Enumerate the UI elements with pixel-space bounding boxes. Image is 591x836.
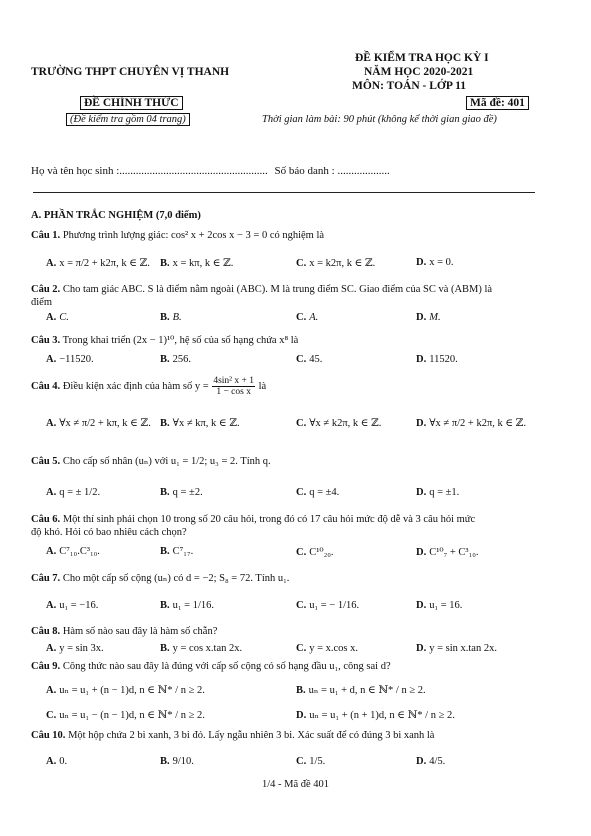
exam-code: Mã đề: 401	[466, 96, 529, 110]
q8-option-b: B. y = cos x.tan 2x.	[160, 643, 243, 654]
q4-option-b: B. ∀x ≠ kπ, k ∈ ℤ.	[160, 418, 240, 429]
official-stamp: ĐỀ CHÍNH THỨC	[80, 96, 183, 110]
student-id-field: Số báo danh : ...................	[274, 165, 390, 177]
q4-option-c: C. ∀x ≠ k2π, k ∈ ℤ.	[296, 418, 382, 429]
student-name-field: Họ và tên học sinh :......................................................	[31, 165, 268, 177]
question-6-line2: độ khó. Hỏi có bao nhiêu cách chọn?	[31, 527, 187, 538]
q6-option-d: D. C¹⁰₇ + C³₁₀.	[416, 547, 479, 558]
q1-option-b: B. x = kπ, k ∈ ℤ.	[160, 258, 234, 269]
question-7: Câu 7. Cho một cấp số cộng (uₙ) có d = −2; S₈ = 72. Tính u₁.	[31, 573, 290, 584]
q7-option-d: D. u₁ = 16.	[416, 600, 463, 611]
question-8: Câu 8. Hàm số nào sau đây là hàm số chẵn?	[31, 626, 218, 637]
q8-option-d: D. y = sin x.tan 2x.	[416, 643, 497, 654]
q6-option-c: C. C¹⁰₂₀.	[296, 547, 334, 558]
student-info	[31, 165, 390, 177]
question-3: Câu 3. Trong khai triển (2x − 1)¹⁰, hệ số của số hạng chứa x⁸ là	[31, 335, 299, 346]
question-1	[31, 230, 324, 241]
section-title: A. PHẦN TRẮC NGHIỆM (7,0 điểm)	[31, 210, 201, 221]
q8-option-a: A. y = sin 3x.	[46, 643, 104, 654]
question-9: Câu 9. Công thức nào sau đây là đúng với cấp số cộng có số hạng đầu u₁, công sai d?	[31, 661, 391, 672]
q9-option-c: C. uₙ = u₁ − (n − 1)d, n ∈ ℕ* / n ≥ 2.	[46, 710, 205, 721]
question-number: Câu 1.	[31, 230, 61, 241]
q10-option-b: B. 9/10.	[160, 756, 194, 767]
q3-option-a: A. −11520.	[46, 354, 94, 365]
q3-option-b: B. 256.	[160, 354, 192, 365]
question-2-line2: điểm	[31, 297, 52, 308]
question-6: Câu 6. Một thí sinh phải chọn 10 trong số 20 câu hỏi, trong đó có 17 câu hỏi mức độ dễ và 3 câu hỏi mức	[31, 514, 476, 525]
q6-option-a: A. C⁷₁₀.C³₁₀.	[46, 546, 100, 557]
q2-option-c: C. A.	[296, 312, 319, 323]
q1-option-a: A. x = π/2 + k2π, k ∈ ℤ.	[46, 258, 150, 269]
subject: MÔN: TOÁN - LỚP 11	[352, 80, 466, 92]
q2-option-a: A. C.	[46, 312, 69, 323]
q4-option-d: D. ∀x ≠ π/2 + k2π, k ∈ ℤ.	[416, 418, 527, 429]
page-footer: 1/4 - Mã đề 401	[261, 779, 330, 790]
q8-option-c: C. y = x.cos x.	[296, 643, 359, 654]
q9-option-a: A. uₙ = u₁ + (n − 1)d, n ∈ ℕ* / n ≥ 2.	[46, 685, 205, 696]
q1-option-d: D. x = 0.	[416, 257, 454, 268]
school-name: TRƯỜNG THPT CHUYÊN VỊ THANH	[31, 66, 230, 78]
q2-option-d: D. M.	[416, 312, 441, 323]
time-note: Thời gian làm bài: 90 phút (không kể thời gian giao đề)	[262, 114, 497, 125]
q3-option-d: D. 11520.	[416, 354, 458, 365]
q5-option-b: B. q = ±2.	[160, 487, 203, 498]
q10-option-c: C. 1/5.	[296, 756, 326, 767]
divider	[33, 192, 535, 193]
exam-title: ĐỀ KIỂM TRA HỌC KỲ I	[355, 52, 489, 64]
question-text: Phương trình lượng giác: cos² x + 2cos x − 3 = 0 có nghiệm là	[62, 230, 325, 241]
question-4: Câu 4. Điều kiện xác định của hàm số y = $\frac{\text{4sin² x + 1}}{\text{1 − cos x}}$ là	[31, 376, 267, 397]
q4-option-a: A. ∀x ≠ π/2 + kπ, k ∈ ℤ.	[46, 418, 151, 429]
school-year: NĂM HỌC 2020-2021	[364, 66, 474, 78]
question-5: Câu 5. Cho cấp số nhân (uₙ) với u₁ = 1/2; u₃ = 2. Tính q.	[31, 456, 271, 467]
q3-option-c: C. 45.	[296, 354, 323, 365]
q10-option-d: D. 4/5.	[416, 756, 446, 767]
question-2: Câu 2. Cho tam giác ABC. S là điểm nằm ngoài (ABC). M là trung điểm SC. Giao điểm của SC và (ABM) là	[31, 284, 493, 295]
question-10: Câu 10. Một hộp chứa 2 bi xanh, 3 bi đỏ. Lấy ngẫu nhiên 3 bi. Xác suất để có đúng 3 bi xanh là	[31, 730, 435, 741]
fraction: $\frac{\text{4sin² x + 1}}{\text{1 − cos x}}$	[213, 376, 254, 397]
q9-option-b: B. uₙ = u₁ + d, n ∈ ℕ* / n ≥ 2.	[296, 685, 426, 696]
q5-option-c: C. q = ±4.	[296, 487, 340, 498]
q10-option-a: A. 0.	[46, 756, 68, 767]
q5-option-a: A. q = ± 1/2.	[46, 487, 101, 498]
q7-option-b: B. u₁ = 1/16.	[160, 600, 215, 611]
q1-option-c: C. x = k2π, k ∈ ℤ.	[296, 258, 376, 269]
q9-option-d: D. uₙ = u₁ + (n + 1)d, n ∈ ℕ* / n ≥ 2.	[296, 710, 455, 721]
q7-option-a: A. u₁ = −16.	[46, 600, 99, 611]
q2-option-b: B. B.	[160, 312, 182, 323]
pages-note: (Đề kiểm tra gồm 04 trang)	[66, 113, 190, 126]
q5-option-d: D. q = ±1.	[416, 487, 460, 498]
q7-option-c: C. u₁ = − 1/16.	[296, 600, 360, 611]
q6-option-b: B. C⁷₁₇.	[160, 546, 194, 557]
